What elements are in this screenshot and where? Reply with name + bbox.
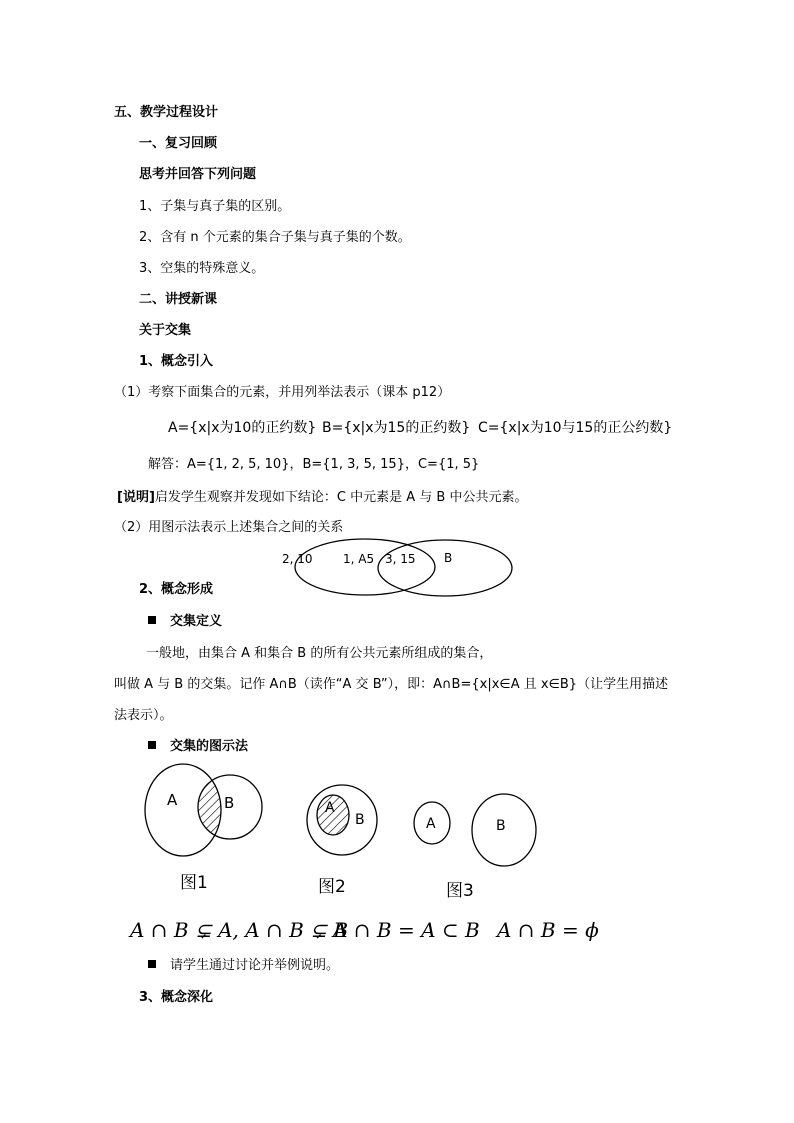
definition-line-3: 法表示）。	[114, 708, 173, 723]
figure-3	[414, 794, 536, 866]
venn-circle-a	[295, 539, 435, 595]
bullet-square-icon	[148, 741, 156, 749]
review-item-1: 1、子集与真子集的区别。	[139, 199, 291, 214]
intersection-figures	[130, 760, 610, 900]
discuss-text: 请学生通过讨论并举例说明。	[170, 958, 340, 973]
figure-3-caption: 图3	[446, 881, 474, 900]
diagram-title-row	[148, 738, 248, 756]
bullet-square-icon	[148, 616, 156, 624]
figure-2-caption: 图2	[318, 877, 346, 897]
fig2-label-b: B	[355, 812, 365, 828]
set-a-definition: A={x|x为10的正约数}	[168, 420, 317, 436]
definition-line-2: 叫做 A 与 B 的交集。记作 A∩B（读作“A 交 B”），即：A∩B={x|x∈A 且 x∈B}（让学生用描述	[114, 677, 669, 692]
formula-empty: A ∩ B = ϕ	[497, 918, 599, 942]
question-2: （2）用图示法表示上述集合之间的关系	[114, 520, 344, 535]
formula-subset: A ∩ B ⊊ A, A ∩ B ⊊ B	[130, 918, 349, 942]
answer-line: 解答：A={1, 2, 5, 10}，B={1, 3, 5, 15}，C={1, 5}	[148, 457, 480, 472]
venn-diagram	[270, 535, 530, 605]
discuss-row	[148, 957, 339, 975]
figure-1-caption: 图1	[180, 873, 208, 893]
definition-title: 交集定义	[170, 614, 223, 629]
fig2-label-a: A	[325, 800, 335, 816]
bullet-square-icon	[148, 960, 156, 968]
fig1-label-a: A	[167, 791, 178, 809]
concept-intro-title: 1、概念引入	[139, 354, 214, 369]
definition-line-1: 一般地，由集合 A 和集合 B 的所有公共元素所组成的集合，	[146, 646, 493, 661]
review-item-3: 3、空集的特殊意义。	[139, 261, 265, 276]
definition-title-row	[148, 613, 222, 631]
figure-2	[307, 785, 377, 855]
fig3-label-a: A	[426, 816, 436, 832]
question-1: （1）考察下面集合的元素，并用列举法表示（课本 p12）	[114, 385, 451, 400]
venn-label-b: B	[444, 551, 453, 565]
note-line	[117, 489, 527, 507]
concept-deepen-title: 3、概念深化	[139, 990, 214, 1005]
venn-label-right: 3, 15	[385, 552, 416, 566]
venn-label-middle: 1, A5	[343, 552, 375, 566]
fig1-label-b: B	[224, 794, 235, 812]
fig3-label-b: B	[496, 818, 506, 834]
topic-title: 关于交集	[139, 323, 192, 338]
venn-circle-b	[378, 540, 512, 596]
diagram-title: 交集的图示法	[170, 739, 249, 754]
formula-a-subset-b: A ∩ B = A ⊂ B	[333, 918, 480, 942]
note-tag: [说明]	[117, 490, 155, 505]
note-text: 启发学生观察并发现如下结论：C 中元素是 A 与 B 中公共元素。	[154, 490, 528, 505]
figure-1	[145, 764, 262, 856]
set-b-definition: B={x|x为15的正约数}	[322, 420, 471, 436]
review-item-2: 2、含有 n 个元素的集合子集与真子集的个数。	[139, 230, 411, 245]
set-c-definition: C={x|x为10与15的正公约数}	[478, 420, 673, 436]
review-title: 一、复习回顾	[139, 136, 218, 151]
new-lesson-title: 二、讲授新课	[139, 292, 218, 307]
concept-form-title: 2、概念形成	[139, 582, 214, 597]
section-heading: 五、教学过程设计	[114, 105, 219, 120]
venn-label-left: 2, 10	[282, 552, 313, 566]
review-prompt: 思考并回答下列问题	[139, 167, 257, 182]
